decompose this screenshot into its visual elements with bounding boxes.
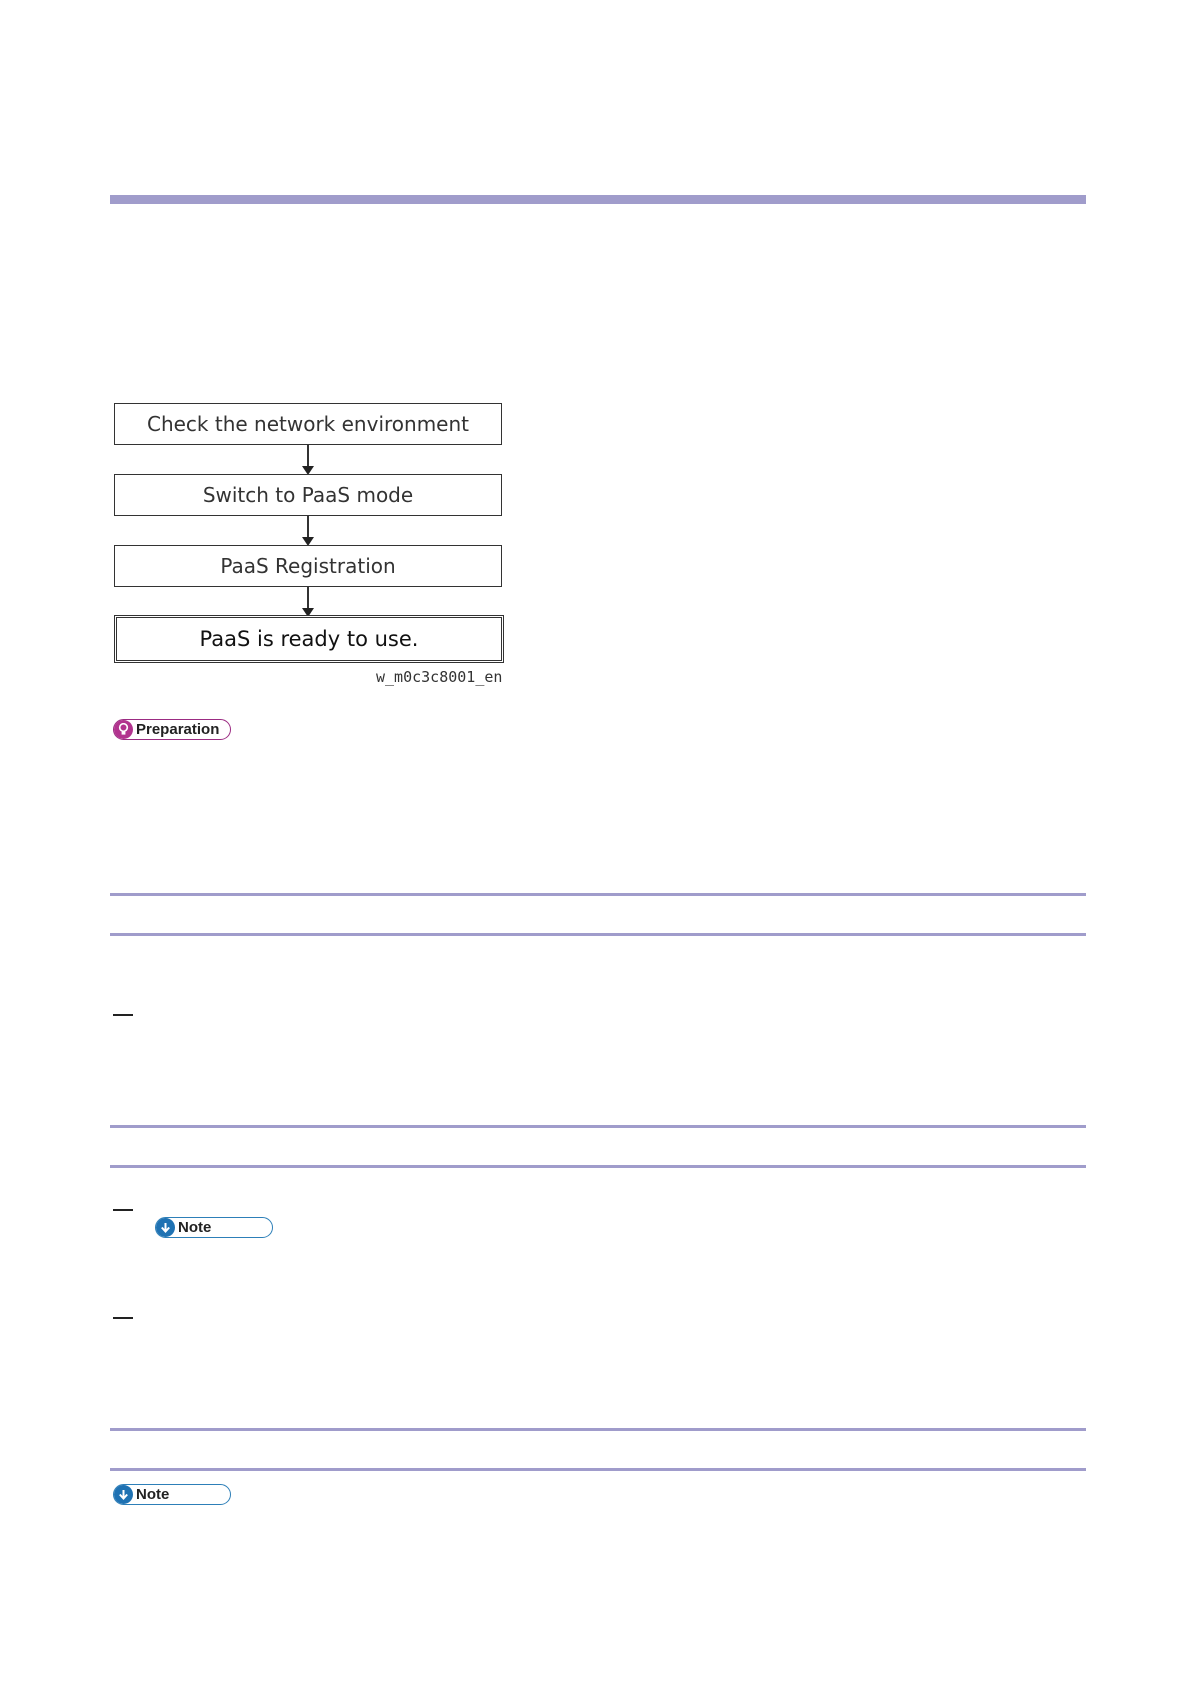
list-dash <box>113 1014 133 1016</box>
flow-arrow <box>307 516 309 544</box>
preparation-label: Preparation <box>136 721 220 738</box>
flow-step-registration: PaaS Registration <box>114 545 502 587</box>
section-rule-top <box>110 1125 1086 1128</box>
flow-step-ready: PaaS is ready to use. <box>114 615 504 663</box>
note-badge <box>155 1217 273 1238</box>
note-label: Note <box>178 1219 212 1236</box>
section-rule-top <box>110 893 1086 896</box>
flow-arrow <box>307 587 309 615</box>
figure-id: w_m0c3c8001_en <box>376 668 503 686</box>
flow-step-check-network: Check the network environment <box>114 403 502 445</box>
section-rule-bottom <box>110 933 1086 936</box>
section-rule-bottom <box>110 1468 1086 1471</box>
flow-arrow <box>307 445 309 473</box>
arrow-down-icon <box>156 1218 175 1237</box>
list-dash <box>113 1317 133 1319</box>
list-dash <box>113 1209 133 1211</box>
note-badge <box>113 1484 231 1505</box>
section-rule-bottom <box>110 1165 1086 1168</box>
section-header-rule <box>110 195 1086 204</box>
note-label: Note <box>136 1486 170 1503</box>
flow-step-switch-paas: Switch to PaaS mode <box>114 474 502 516</box>
section-rule-top <box>110 1428 1086 1431</box>
lightbulb-icon <box>114 720 133 739</box>
arrow-down-icon <box>114 1485 133 1504</box>
preparation-badge <box>113 719 231 740</box>
